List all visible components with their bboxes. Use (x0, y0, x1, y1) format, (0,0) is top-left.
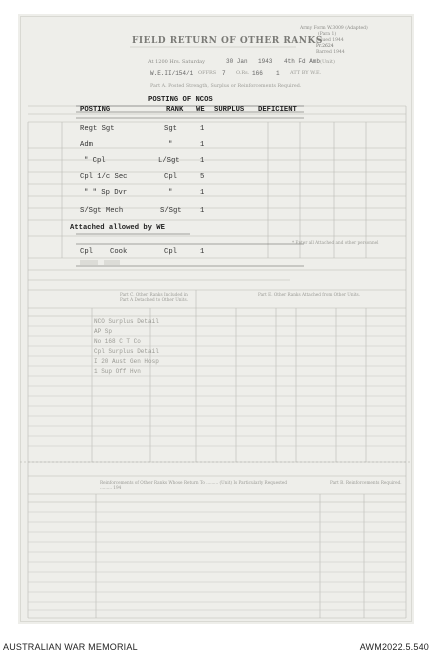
col-we: WE (196, 106, 205, 114)
part-c-entry: AP Sp (94, 328, 113, 335)
col-deficient: DEFICIENT (258, 106, 297, 114)
printer-line-5: Barred 1944 (316, 50, 345, 55)
printer-line-2: (Para 1) (318, 32, 337, 37)
row-rank: Sgt (164, 125, 177, 133)
printer-line-3: Issued 1944 (316, 38, 344, 43)
row-posting: S/Sgt Mech (80, 207, 124, 215)
row-rank: L/Sgt (158, 157, 180, 165)
reinforcements-label: Reinforcements of Other Ranks Whose Return To ......... (Unit) Is Particularly Requested ......... 194 (100, 480, 288, 490)
row-rank: S/Sgt (160, 207, 182, 215)
row-rank: Cpl (164, 173, 177, 181)
line1-unit-label: (Unit) (320, 59, 335, 65)
part-c-entry: I 20 Aust Gen Hosp (94, 358, 159, 365)
printer-line-4: Pr.2624 (316, 44, 334, 49)
row-posting: Adm (80, 141, 93, 149)
part-c-heading: Part C. Other Ranks Included in Part A Detached to Other Units. (120, 292, 188, 302)
att-rank: Cpl (164, 248, 177, 256)
part-c-entry: NCO Surplus Detail (94, 318, 159, 325)
row-rank: " (168, 189, 173, 197)
row-we: 1 (200, 141, 205, 149)
part-b-heading: Part B. Reinforcements Required. (330, 480, 402, 485)
part-a-heading: Part A. Posted Strength, Surplus or Reinforcements Required. (150, 84, 302, 89)
typing-smudge (104, 260, 120, 265)
line2-ors: 166 (252, 70, 263, 77)
row-posting: Regt Sgt (80, 125, 115, 133)
part-e-heading: Part E. Other Ranks Attached from Other Units. (258, 292, 361, 297)
col-rank: RANK (166, 106, 184, 114)
row-we: 5 (200, 173, 205, 181)
part-c-entry: Cpl Surplus Detail (94, 348, 159, 355)
part-c-entry: No 168 C T Co (94, 338, 141, 345)
typing-smudge (80, 260, 98, 265)
row-we: 1 (200, 157, 205, 165)
line1-label: At 1200 Hrs. Saturday (148, 59, 205, 65)
row-posting: " " Sp Dvr (84, 189, 128, 197)
line2-tail: ATT BY W.E. (290, 70, 322, 76)
att-posting-2: Cook (110, 248, 128, 256)
row-rank: " (168, 141, 173, 149)
ors-label: O.Rs. (236, 70, 250, 76)
table-title: POSTING OF NCOS (148, 96, 213, 104)
row-we: 1 (200, 207, 205, 215)
line2-we: W.E.II/154/1 (150, 70, 194, 77)
line1-year: 1943 (258, 58, 273, 65)
accession-number: AWM2022.5.540 (359, 642, 429, 652)
att-posting: Cpl (80, 248, 93, 256)
line2-att: 1 (276, 70, 280, 77)
col-surplus: SURPLUS (214, 106, 245, 114)
attached-label: Attached allowed by WE (70, 224, 165, 232)
footnote: * Enter all Attached and other personnel (292, 240, 379, 245)
offrs-label: OFFRS (198, 70, 217, 76)
att-we: 1 (200, 248, 205, 256)
row-we: 1 (200, 125, 205, 133)
line1-unit: 4th Fd Amb (284, 58, 321, 65)
form-title: FIELD RETURN OF OTHER RANKS (132, 36, 323, 46)
row-we: 1 (200, 189, 205, 197)
printer-line-1: Army Form W.3009 (Adapted) (300, 26, 368, 31)
part-c-entry: 1 Sup Off Hvn (94, 368, 141, 375)
credit-institution: AUSTRALIAN WAR MEMORIAL (3, 642, 138, 652)
line2-offrs: 7 (222, 70, 226, 77)
row-posting: " Cpl (84, 157, 106, 165)
row-posting: Cpl 1/c Sec (80, 173, 128, 181)
line1-date: 30 Jan (226, 58, 248, 65)
col-posting: POSTING (80, 106, 111, 114)
